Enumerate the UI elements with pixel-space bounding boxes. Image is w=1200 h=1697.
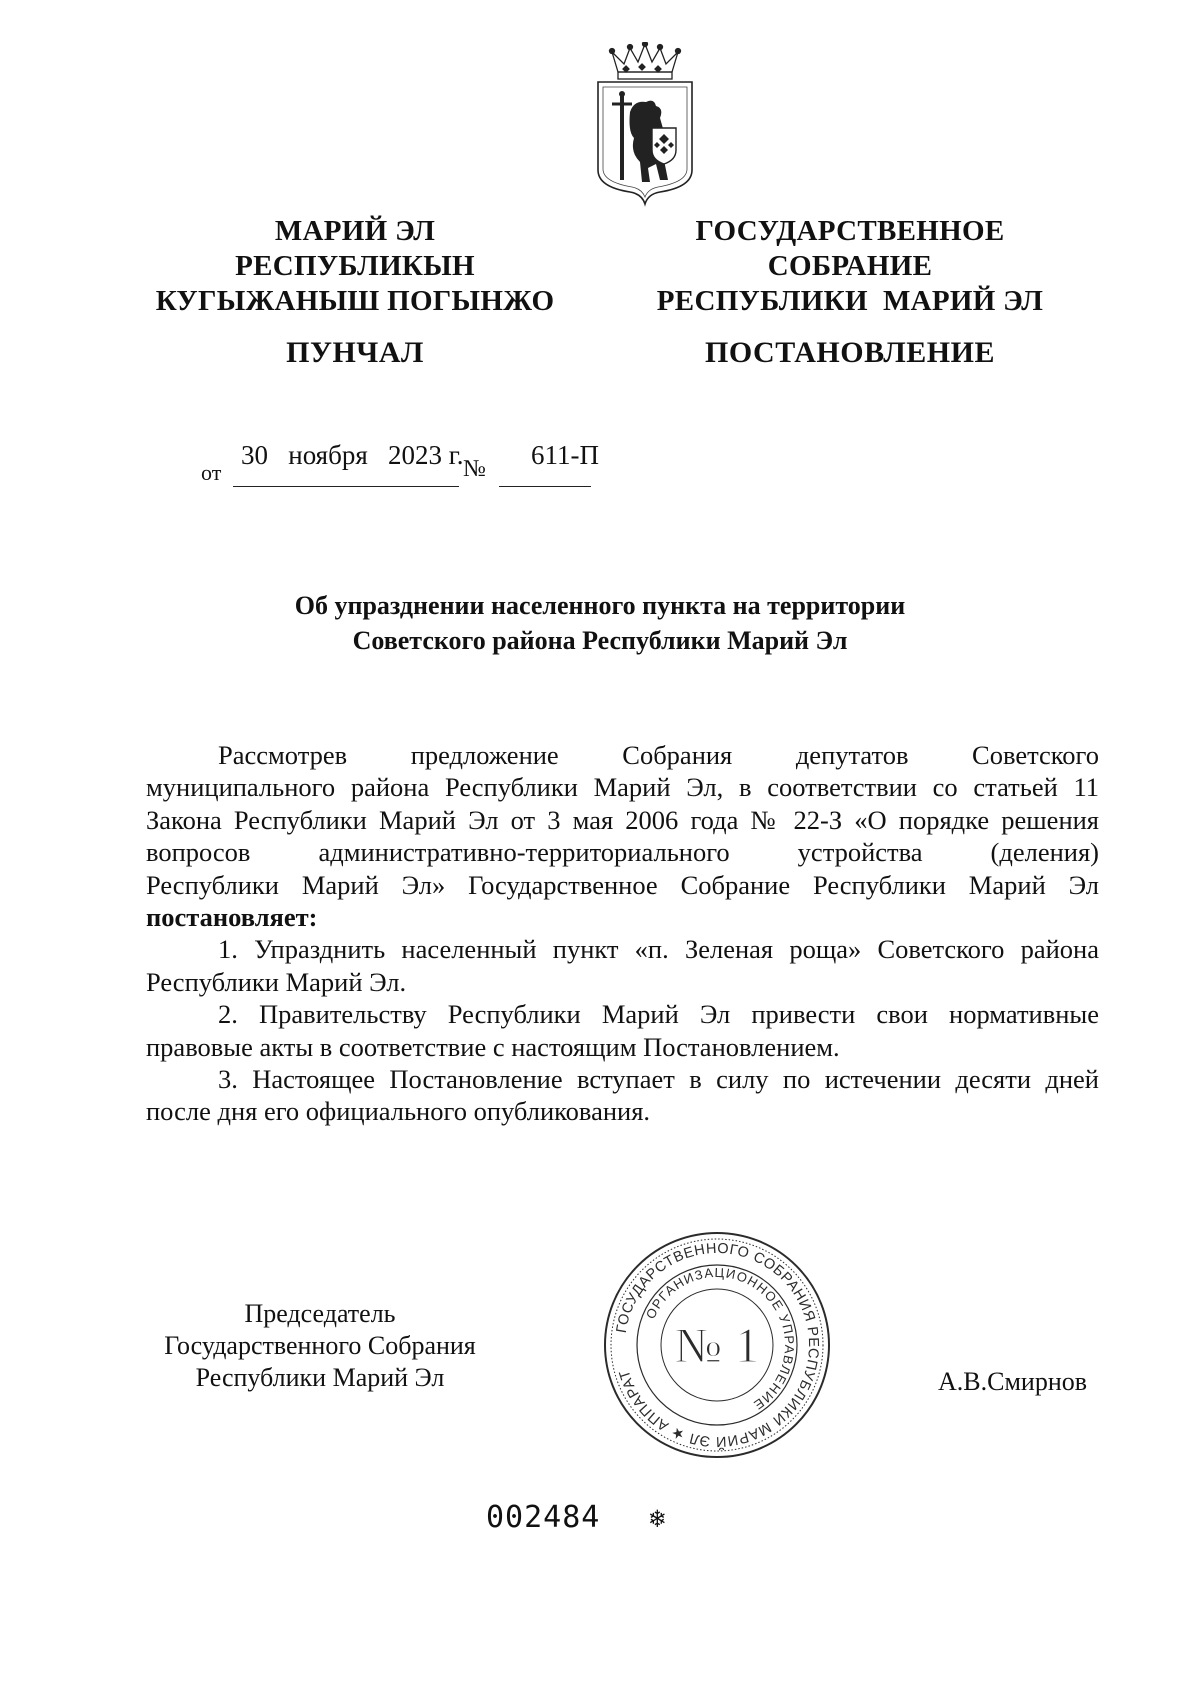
title-line: Советского района Республики Марий Эл <box>352 626 848 655</box>
item-1-line: Республики Марий Эл. <box>146 966 407 997</box>
body-line: Рассмотрев предложение Собрания депутатов Советского <box>218 740 1099 770</box>
position-line: Республики Марий Эл <box>195 1363 445 1392</box>
resolves-word: постановляет: <box>146 902 318 933</box>
snowflake-icon: ❄ <box>649 1504 667 1534</box>
header-left-line: МАРИЙ ЭЛ <box>274 215 436 247</box>
number-sign: № <box>463 456 486 482</box>
form-serial-number <box>486 1500 666 1535</box>
doc-type-mari: ПУНЧАЛ <box>286 336 424 369</box>
official-stamp <box>602 1230 832 1460</box>
item-2-line: 2. Правительству Республики Марий Эл привести свои нормативные <box>218 999 1099 1030</box>
body-line: муниципального района Республики Марий Эл, в соответствии со статьей 11 <box>146 772 1099 803</box>
header-left-line: РЕСПУБЛИКЫН <box>235 250 475 282</box>
number-underline <box>499 486 591 487</box>
header-left <box>145 214 565 319</box>
document-title <box>140 588 1060 658</box>
signatory-name: А.В.Смирнов <box>938 1367 1088 1396</box>
item-3-line: после дня его официального опубликования. <box>146 1096 651 1127</box>
body-line: Закона Республики Марий Эл от 3 мая 2006 года № 22-З «О порядке решения <box>146 804 1099 835</box>
position-line: Государственного Собрания <box>164 1331 476 1360</box>
header-left-line: КУГЫЖАНЫШ ПОГЫНЖО <box>155 285 555 317</box>
date-underline <box>233 486 459 487</box>
stamp-number: № 1 <box>674 1317 760 1373</box>
item-3-line: 3. Настоящее Постановление вступает в силу по истечении десяти дней <box>218 1064 1099 1095</box>
signatory-position <box>140 1298 500 1394</box>
body-line: вопросов административно-территориального устройства (деления) <box>146 837 1099 868</box>
stamp-outer-text: ГОСУДАРСТВЕННОГО СОБРАНИЯ РЕСПУБЛИКИ МАРИЙ ЭЛ ★ АППАРАТ <box>613 1240 822 1450</box>
item-2-line: правовые акты в соответствие с настоящим Постановлением. <box>146 1031 840 1062</box>
doc-type-russian: ПОСТАНОВЛЕНИЕ <box>705 336 995 369</box>
coat-of-arms <box>590 42 700 207</box>
date-value: 30 ноября 2023 г. <box>241 440 464 470</box>
header-right-line: СОБРАНИЕ <box>767 250 933 282</box>
header-right <box>615 214 1085 319</box>
document-body <box>146 739 1099 1128</box>
date-prefix: от <box>201 460 222 485</box>
title-line: Об упразднении населенного пункта на территории <box>294 591 906 620</box>
header-right-line: ГОСУДАРСТВЕННОЕ <box>695 215 1005 247</box>
serial-digits: 002484 <box>486 1500 601 1535</box>
position-line: Председатель <box>244 1299 396 1328</box>
stamp-inner-text: ОРГАНИЗАЦИОННОЕ УПРАВЛЕНИЕ <box>642 1264 798 1414</box>
item-1-line: 1. Упразднить населенный пункт «п. Зеленая роща» Советского района <box>218 934 1099 965</box>
date-line <box>195 440 615 498</box>
body-line: Республики Марий Эл» Государственное Собрание Республики Марий Эл <box>146 869 1099 900</box>
header-right-line: РЕСПУБЛИКИ МАРИЙ ЭЛ <box>656 285 1044 317</box>
document-number: 611-П <box>531 440 599 470</box>
